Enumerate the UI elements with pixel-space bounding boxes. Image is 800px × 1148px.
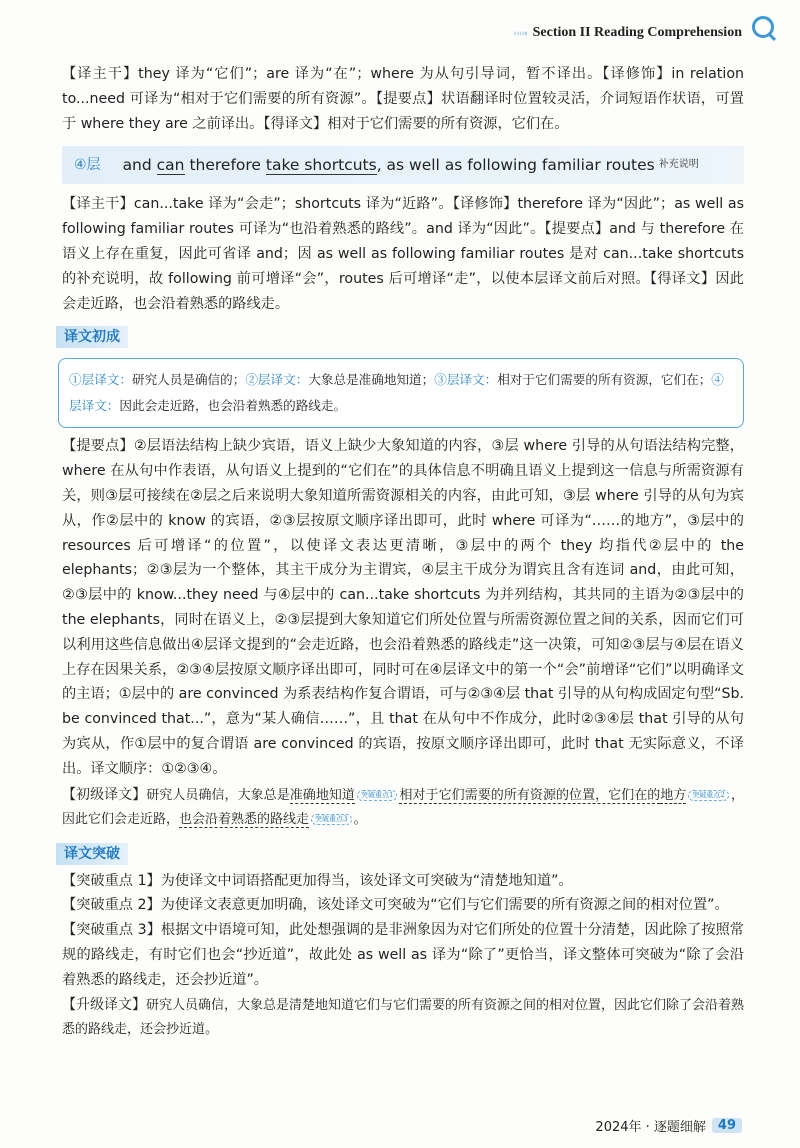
section-heading-draft: 译文初成 <box>56 326 128 348</box>
layer4-text-3: , as well as following familiar routes <box>376 155 655 174</box>
basic-text-c: 相对于它们需要的所有资源的位置，它们在的 <box>399 787 661 803</box>
advanced-translation-label: 【升级译文】 <box>62 996 146 1013</box>
layer4-label: ④层 <box>74 156 101 173</box>
chevrons-icon: ‹‹‹‹‹ <box>513 27 527 39</box>
draft-translation-box <box>58 358 744 428</box>
advanced-translation-text: 研究人员确信，大象总是清楚地知道它们与它们需要的所有资源之间的相对位置，因此它们除了会沿着熟悉的路线走，还会抄近道。 <box>62 997 745 1038</box>
layer4-text-1: and <box>122 155 157 174</box>
section-heading-breakthrough: 译文突破 <box>56 843 128 865</box>
layer4-analysis: 【译主干】can...take 译为“会走”；shortcuts 译为“近路”。【译修饰】therefore 译为“因此”；as well as following familiar routes 可译为“也沿着熟悉的路线”。and 译为“因此”。【提要点】and 与 therefore 在语义上存在重复，因此可省译 and；因 as well as following familiar routes 是对 can...take shortcuts 的补充说明，故 following 前可增译“会”，routes 后可增译“走”，以使本层译文前后对照。【得译文】因此会走近路，也会沿着熟悉的路线走。 <box>62 196 744 312</box>
breakthrough-1: 【突破重点 1】为使译文中词语搭配更加得当，该处译文可突破为“清楚地知道”。 <box>62 872 573 889</box>
layer4-label-box: ④层译文： <box>69 372 724 414</box>
layer2-text: 大象总是准确地知道； <box>308 372 435 388</box>
basic-text-g: 。 <box>353 812 367 828</box>
page-footer <box>595 1116 742 1135</box>
breakthrough-2: 【突破重点 2】为使译文表意更加明确，该处译文可突破为“它们与它们需要的所有资源之间的相对位置”。 <box>62 897 729 914</box>
page-number: 49 <box>712 1118 742 1133</box>
basic-text-a: 研究人员确信，大象总是 <box>146 787 290 803</box>
layer1-text: 研究人员是确信的； <box>131 372 246 388</box>
basic-text-e: ，因此它们会走近路， <box>62 787 744 828</box>
advanced-translation <box>62 993 744 1044</box>
layer2-label: ②层译文： <box>245 372 309 388</box>
layer1-label: ①层译文： <box>69 372 132 388</box>
book-title: 2024年 · 逐题细解 <box>595 1120 706 1135</box>
magnifier-icon <box>752 16 774 38</box>
layer4-sentence-bar <box>62 146 744 184</box>
running-header <box>513 20 742 46</box>
layer3-text: 相对于它们需要的所有资源，它们在； <box>497 372 712 388</box>
layer3-analysis: 【译主干】they 译为“它们”；are 译为“在”；where 为从句引导词，暂不译出。【译修饰】in relation to...need 可译为“相对于它们需要的所有资源”。【提要点】状语翻译时位置较灵活，介词短语作状语，可置于 where they are 之前译出。【得译文】相对于它们需要的所有资源，它们在。 <box>62 66 744 132</box>
breakthrough-tag-3: 突破重点3 <box>311 814 351 825</box>
layer4-text-2: therefore <box>184 155 266 174</box>
layer4-sentence <box>123 153 655 178</box>
basic-text-f: 也会沿着熟悉的路线走 <box>179 812 310 828</box>
layer4-text: 因此会走近路，也会沿着熟悉的路线走。 <box>119 398 347 414</box>
basic-text-b: 准确地知道 <box>289 787 355 803</box>
layer4-verb: can <box>156 155 185 174</box>
basic-translation-label: 【初级译文】 <box>62 786 147 803</box>
page-content <box>62 62 744 1043</box>
breakthrough-tag-1: 突破重点1 <box>357 790 397 801</box>
basic-translation <box>62 783 744 833</box>
layer4-object: take shortcuts <box>265 155 377 174</box>
section-title: Section II Reading Comprehension <box>532 25 742 40</box>
breakthrough-3: 【突破重点 3】根据文中语境可知，此处想强调的是非洲象因为对它们所处的位置十分清楚，因此除了按照常规的路线走，有时它们也会“抄近道”，故此处 as well as 译为“除了”更恰当，译文整体可突破为“除了会沿着熟悉的路线走，还会抄近道”。 <box>62 922 744 988</box>
basic-text-d: 地方 <box>660 787 687 803</box>
breakthrough-tag-2: 突破重点2 <box>688 790 728 801</box>
layer3-label: ③层译文： <box>434 372 498 388</box>
layer4-note: 补充说明 <box>658 158 699 170</box>
structure-analysis: 【提要点】②层语法结构上缺少宾语，语义上缺少大象知道的内容，③层 where 引导的从句语法结构完整，where 在从句中作表语，从句语义上提到的“它们在”的具体信息不明确且语义上提到这一信息与所需资源有关，则③层可接续在②层之后来说明大象知道所需资源相关的内容，由此可知，③层 where 引导的从句为宾从，作②层中的 know 的宾语，②③层按原文顺序译出即可，此时 where 可译为“……的地方”，③层中的 resources 后可增译“的位置”，以使译文表达更清晰，③层中的两个 they 均指代②层中的 the elephants；②③层为一个整体，其主干成分为主谓宾，④层主干成分为谓宾且含有连词 and，由此可知，②③层中的 know...they need 与④层中的 can...take shortcuts 为并列结构，其共同的主语为②③层中的 the elephants，同时在语义上，②③层提到大象知道它们所处位置与所需资源位置之间的关系，因而它们可以利用这些信息做出④层译文提到的“会走近路，也会沿着熟悉的路线走”这一决策，可知②③层与④层在语义上存在因果关系，②③④层按原文顺序译出即可，同时可在④层译文中的第一个“会”前增译“它们”以明确译文的主语；①层中的 are convinced 为系表结构作复合谓语，可与②③④层 that 引导的从句构成固定句型“Sb. be convinced that...”，意为“某人确信……”，且 that 在从句中不作成分，此时②③④层 that 引导的从句为宾从，作①层中的复合谓语 are convinced 的宾语，按原文顺序译出即可，此时 that 无实际意义，不译出。译文顺序：①②③④。 <box>62 438 744 777</box>
